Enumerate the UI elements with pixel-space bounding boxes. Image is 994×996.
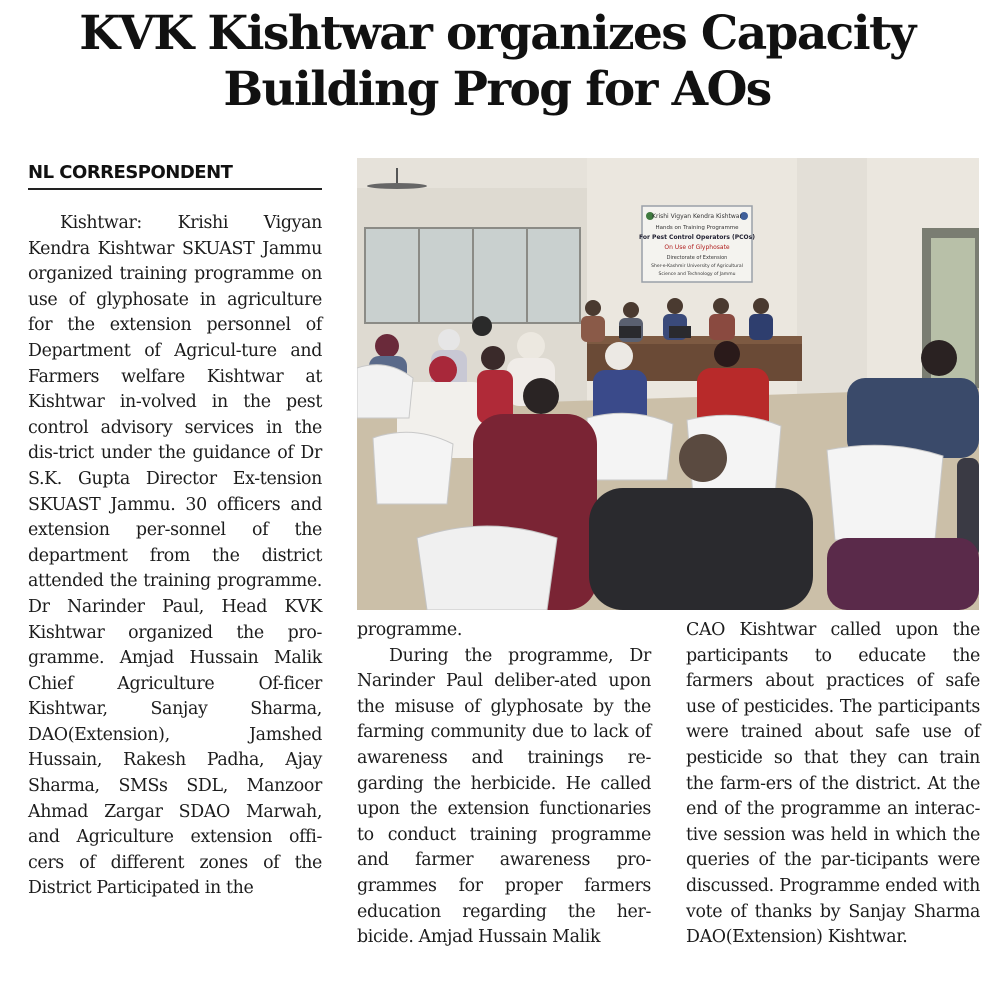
banner-line-7: Science and Technology of Jammu [658,272,736,277]
byline: NL CORRESPONDENT [28,160,322,190]
article-column-1 [28,211,322,902]
banner-line-2: Hands on Training Programme [655,225,739,231]
article-column-2 [357,618,651,951]
paragraph-continuation-3: CAO Kishtwar called upon the participants to educate the farmers about practices of safe use of pesticides. The participants were trained about safe use of pesticide so that they can train the farm-ers of the district. At the end of the programme an interac-tive session was held in which the queries of the par-ticipants were discussed. Programme ended with vote of thanks by Sanjay Sharma DAO(Extension) Kishtwar. [686,620,980,948]
banner-line-5: Directorate of Extension [666,255,728,261]
paragraph-intro: Kishtwar: Krishi Vigyan Kendra Kishtwar SKUAST Jammu organized training programme on use of glyphosate in agriculture for the extension personnel of Department of Agricul-ture and Farmers welfare Kishtwar at Kishtwar in-volved in the pest control advisory services in the dis-trict under the guidance of Dr S.K. Gupta Director Ex-tension SKUAST Jammu. 30 officers and extension per-sonnel of the department from the district attended the training programme. Dr Narinder Paul, Head KVK Kishtwar organized the pro-gramme. Amjad Hussain Malik Chief Agriculture Of-ficer Kishtwar, Sanjay Sharma, DAO(Extension), Jamshed Hussain, Rakesh Padha, Ajay Sharma, SMSs SDL, Manzoor Ahmad Zargar SDAO Marwah, and Agriculture extension offi-cers of different zones of the District Participated in the [28,213,322,899]
training-banner [639,206,755,282]
banner-line-3: For Pest Control Operators (PCOs) [639,234,755,241]
paragraph-programme: During the programme, Dr Narinder Paul deliber-ated upon the misuse of glyphosate by the farming community due to lack of awareness and trainings re-garding the herbicide. He called upon the extension functionaries to conduct training programme and farmer awareness pro-grammes for proper farmers education regarding the her-bicide. Amjad Hussain Malik [357,645,651,948]
paragraph-continuation-2: programme. [357,620,463,640]
article-column-3 [686,618,980,951]
training-hall-photo [357,158,979,610]
article-photo [357,158,979,610]
banner-line-6: Sher-e-Kashmir University of Agricultural [651,264,743,269]
article-headline: KVK Kishtwar organizes Capacity Building Prog for AOs [79,6,915,117]
banner-line-4: On Use of Glyphosate [664,244,730,251]
banner-line-1: Krishi Vigyan Kendra Kishtwar [652,213,742,220]
